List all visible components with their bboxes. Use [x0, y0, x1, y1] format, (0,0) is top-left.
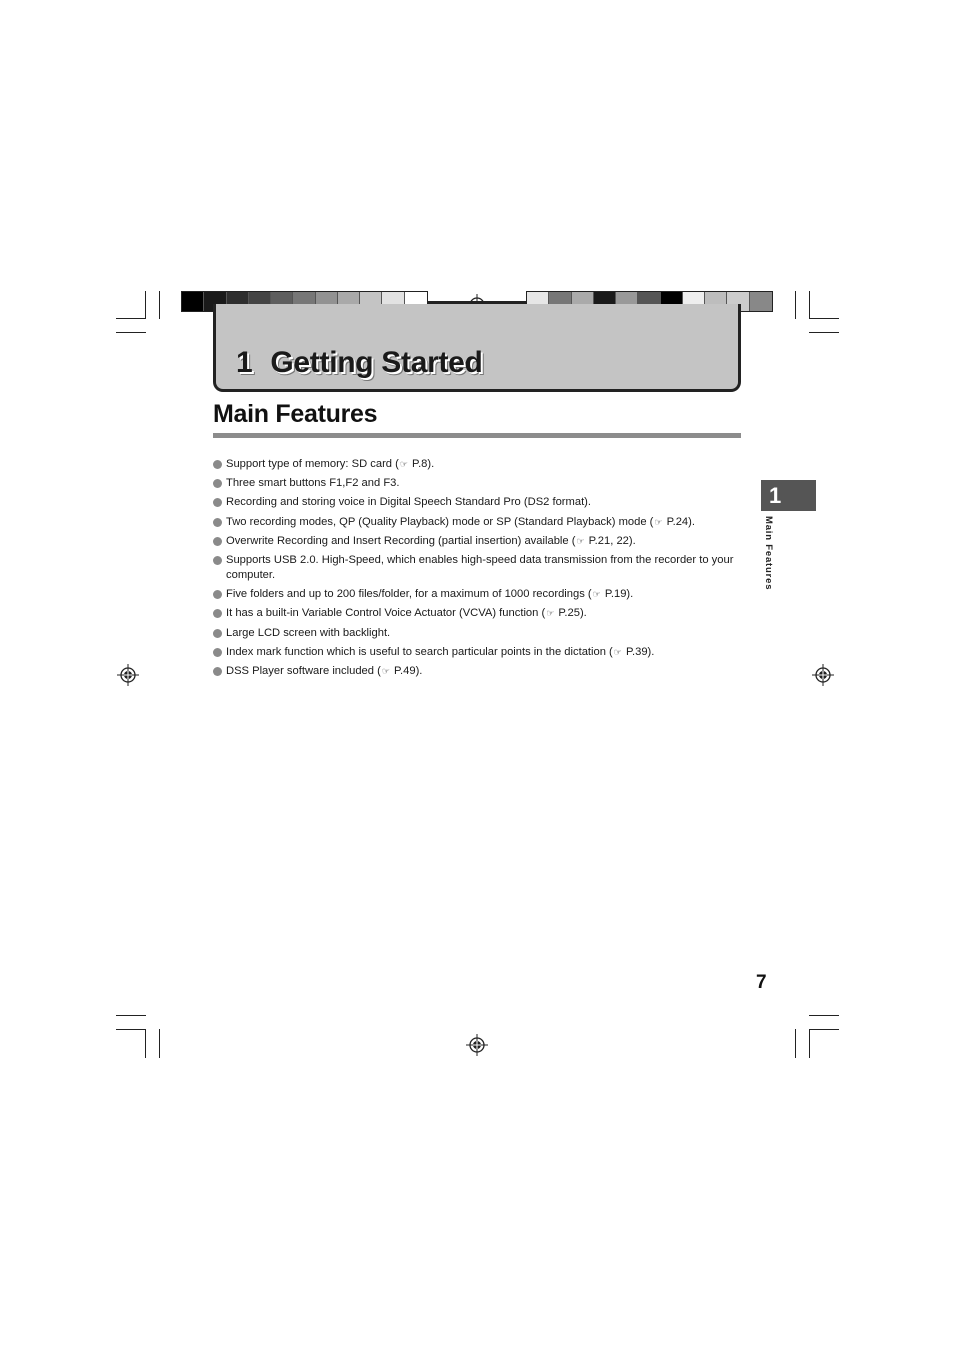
page-reference-icon: ☞	[399, 459, 408, 469]
crop-mark	[795, 1029, 796, 1058]
crop-mark	[159, 291, 160, 319]
page-reference-icon: ☞	[546, 608, 555, 619]
feature-text: Index mark function which is useful to search particular points in the dictation (	[226, 645, 613, 658]
crop-mark	[116, 318, 146, 319]
page-number: 7	[756, 972, 767, 993]
crop-mark	[809, 291, 810, 319]
list-item	[213, 645, 745, 660]
list-item	[213, 587, 745, 602]
page-reference: P.19).	[601, 588, 634, 601]
bullet-icon	[213, 479, 222, 488]
crop-mark	[809, 1029, 839, 1030]
page-reference: P.25).	[555, 607, 587, 620]
bullet-icon	[213, 648, 222, 657]
feature-text: Two recording modes, QP (Quality Playback) mode or SP (Standard Playback) mode (	[226, 515, 654, 528]
color-swatch	[182, 292, 204, 311]
feature-list	[213, 457, 745, 683]
chapter-title-text: Getting Started	[270, 346, 483, 379]
page-reference-icon: ☞	[592, 589, 601, 600]
crop-mark	[116, 332, 146, 333]
crop-mark	[809, 318, 839, 319]
crop-mark	[809, 332, 839, 333]
feature-text: Overwrite Recording and Insert Recording (partial insertion) available (	[226, 534, 576, 547]
bullet-icon	[213, 518, 222, 527]
crop-mark	[809, 1015, 839, 1016]
bullet-icon	[213, 590, 222, 599]
crop-mark	[116, 1029, 146, 1030]
registration-target-icon	[812, 664, 834, 686]
page-reference: P.8).	[408, 458, 435, 470]
page-reference: P.21, 22).	[585, 534, 636, 547]
color-swatch	[750, 292, 772, 311]
list-item	[213, 495, 745, 510]
page-reference: P.49).	[390, 664, 423, 677]
feature-text: DSS Player software included (	[226, 664, 381, 677]
registration-target-icon	[466, 1034, 488, 1056]
crop-mark	[145, 1029, 146, 1058]
feature-text: Support type of memory: SD card (	[226, 458, 399, 470]
chapter-title	[236, 346, 483, 380]
section-title: Main Features	[213, 400, 378, 428]
page-reference-icon: ☞	[613, 646, 622, 657]
list-item	[213, 457, 745, 472]
list-item	[213, 664, 745, 679]
chapter-number: 1	[236, 346, 253, 379]
feature-text: It has a built-in Variable Control Voice Actuator (VCVA) function (	[226, 607, 546, 620]
bullet-icon	[213, 609, 222, 618]
crop-mark	[145, 291, 146, 319]
crop-mark	[809, 1029, 810, 1058]
crop-mark	[159, 1029, 160, 1058]
list-item	[213, 534, 745, 549]
list-item	[213, 553, 745, 583]
feature-text: Five folders and up to 200 files/folder, for a maximum of 1000 recordings (	[226, 588, 592, 601]
section-rule	[213, 433, 741, 438]
feature-text: Recording and storing voice in Digital Speech Standard Pro (DS2 format).	[226, 496, 592, 509]
page-reference-icon: ☞	[654, 516, 663, 527]
feature-text: Large LCD screen with backlight.	[226, 626, 391, 639]
page-reference-icon: ☞	[381, 665, 390, 676]
chapter-tab: 1	[761, 480, 816, 511]
registration-target-icon	[117, 664, 139, 686]
bullet-icon	[213, 629, 222, 638]
chapter-tab-label: Main Features	[763, 516, 774, 591]
list-item	[213, 626, 745, 641]
crop-mark	[116, 1015, 146, 1016]
list-item	[213, 606, 745, 621]
list-item	[213, 476, 745, 491]
page-reference: P.39).	[622, 645, 655, 658]
bullet-icon	[213, 537, 222, 546]
bullet-icon	[213, 556, 222, 565]
feature-text: Three smart buttons F1,F2 and F3.	[226, 477, 400, 490]
bullet-icon	[213, 460, 222, 469]
list-item	[213, 515, 745, 530]
bullet-icon	[213, 498, 222, 507]
feature-text: Supports USB 2.0. High-Speed, which enables high-speed data transmission from the recorder to your computer.	[226, 553, 734, 581]
crop-mark	[795, 291, 796, 319]
page-reference-icon: ☞	[576, 535, 585, 546]
page-reference: P.24).	[663, 515, 695, 528]
bullet-icon	[213, 667, 222, 676]
